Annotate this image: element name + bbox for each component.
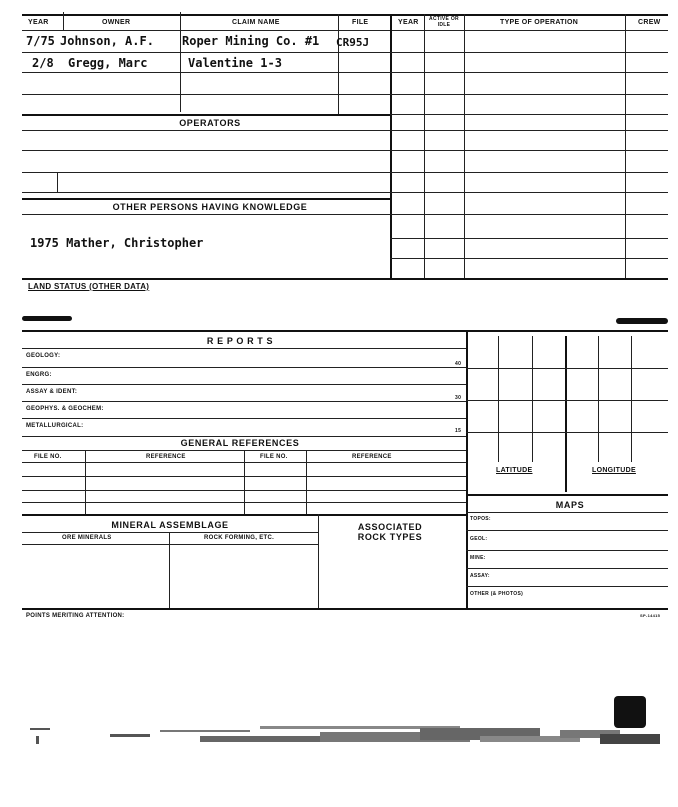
rule <box>22 330 668 332</box>
rule <box>22 544 318 545</box>
rule <box>631 336 632 462</box>
rule <box>22 367 466 368</box>
header-active-idle: ACTIVE OR IDLE <box>429 16 459 28</box>
rule <box>338 14 339 114</box>
rule <box>390 172 668 173</box>
rule <box>390 130 668 131</box>
rule <box>318 514 319 608</box>
rule <box>85 450 86 514</box>
report-geology: GEOLOGY: <box>26 353 61 359</box>
scan-smudge <box>616 318 668 324</box>
rule <box>22 278 668 280</box>
knowledge-entry: 1975 Mather, Christopher <box>30 236 204 250</box>
rule <box>22 30 668 31</box>
knowledge-title: OTHER PERSONS HAVING KNOWLEDGE <box>112 202 308 212</box>
header-claim-name: CLAIM NAME <box>232 19 280 26</box>
rule <box>22 72 390 73</box>
rule <box>466 400 668 401</box>
rule <box>466 550 668 551</box>
rule <box>22 401 466 402</box>
rule <box>22 532 318 533</box>
rule <box>22 14 668 16</box>
ref-header-file-no-1: FILE NO. <box>34 454 62 460</box>
rule <box>466 512 668 513</box>
scale-40: 40 <box>455 361 462 367</box>
reports-title: R E P O R T S <box>206 336 274 346</box>
report-engrg: ENGRG: <box>26 372 52 378</box>
rule <box>532 336 533 462</box>
rule <box>22 476 466 477</box>
ore-minerals-label: ORE MINERALS <box>62 535 112 541</box>
rule <box>22 172 390 173</box>
scan-noise <box>0 690 678 770</box>
maps-assay: ASSAY: <box>470 573 490 579</box>
scale-15: 15 <box>455 428 462 434</box>
rule <box>390 52 668 53</box>
header-file: FILE <box>352 19 369 26</box>
rule <box>22 490 466 491</box>
header-owner: OWNER <box>102 19 131 26</box>
header-op-year: YEAR <box>398 19 419 26</box>
owner-row-1-year: 7/75 <box>26 34 55 48</box>
scale-30: 30 <box>455 395 462 401</box>
owner-row-2-owner: Gregg, Marc <box>68 56 148 70</box>
rule <box>466 494 668 496</box>
ref-header-reference-2: REFERENCE <box>352 454 392 460</box>
rule <box>22 384 466 385</box>
rule <box>390 150 668 151</box>
rule <box>22 502 466 503</box>
land-status-label: LAND STATUS (OTHER DATA) <box>28 282 150 291</box>
operators-title: OPERATORS <box>179 118 241 128</box>
rule <box>22 608 668 610</box>
rule <box>390 72 668 73</box>
rule <box>466 530 668 531</box>
rule <box>598 336 599 462</box>
maps-geol: GEOL: <box>470 536 488 542</box>
header-year: YEAR <box>28 19 49 26</box>
owner-row-1-claim: Roper Mining Co. #1 <box>182 34 320 48</box>
rule <box>498 336 499 462</box>
header-type-of-operation: TYPE OF OPERATION <box>500 19 579 26</box>
general-references-title: GENERAL REFERENCES <box>180 438 300 448</box>
rule <box>244 450 245 514</box>
rule <box>57 172 58 192</box>
rule <box>390 258 668 259</box>
rule <box>22 418 466 419</box>
latitude-label: LATITUDE <box>496 467 533 474</box>
mineral-assemblage-title: MINERAL ASSEMBLAGE <box>111 520 229 530</box>
rule <box>22 130 390 131</box>
report-metallurgical: METALLURGICAL: <box>26 423 84 429</box>
rule <box>390 214 668 215</box>
rule <box>22 462 466 463</box>
maps-title: MAPS <box>555 500 585 510</box>
rule <box>22 52 390 53</box>
scan-smudge <box>22 316 72 321</box>
rule <box>22 114 390 116</box>
rule <box>390 238 668 239</box>
ref-header-file-no-2: FILE NO. <box>260 454 288 460</box>
owner-row-1-owner: Johnson, A.F. <box>60 34 154 48</box>
rule <box>390 192 668 193</box>
rule <box>63 12 64 30</box>
rule <box>466 368 668 369</box>
header-crew: CREW <box>638 19 661 26</box>
rule <box>22 348 466 349</box>
owner-row-2-year: 2/8 <box>32 56 54 70</box>
longitude-label: LONGITUDE <box>592 467 636 474</box>
owner-row-2-claim: Valentine 1-3 <box>188 56 282 70</box>
rule <box>22 514 466 516</box>
associated-line-1: ASSOCIATED <box>357 522 423 532</box>
rule <box>22 198 390 200</box>
rule <box>466 586 668 587</box>
rule <box>22 192 390 193</box>
maps-other: OTHER (& PHOTOS) <box>470 591 524 597</box>
rule <box>22 150 390 151</box>
maps-mine: MINE: <box>470 555 486 561</box>
points-meriting-attention: POINTS MERITING ATTENTION: <box>26 613 125 619</box>
report-assay-ident: ASSAY & IDENT: <box>26 389 78 395</box>
maps-topos: TOPOS: <box>470 516 491 522</box>
form-number: SP-14415 <box>640 613 661 618</box>
ref-header-reference-1: REFERENCE <box>146 454 186 460</box>
rule <box>22 214 390 215</box>
owner-row-1-file: CR95J <box>336 36 370 49</box>
rule <box>390 114 668 115</box>
rock-forming-label: ROCK FORMING, ETC. <box>204 535 275 541</box>
rule <box>466 568 668 569</box>
rule <box>565 336 567 492</box>
rule <box>180 12 181 112</box>
rule <box>466 432 668 433</box>
rule <box>22 436 466 437</box>
rule <box>306 450 307 514</box>
rule <box>390 94 668 95</box>
rule <box>22 94 390 95</box>
associated-line-2: ROCK TYPES <box>357 532 423 542</box>
report-geophys-geochem: GEOPHYS. & GEOCHEM: <box>26 406 104 412</box>
rule <box>169 532 170 608</box>
